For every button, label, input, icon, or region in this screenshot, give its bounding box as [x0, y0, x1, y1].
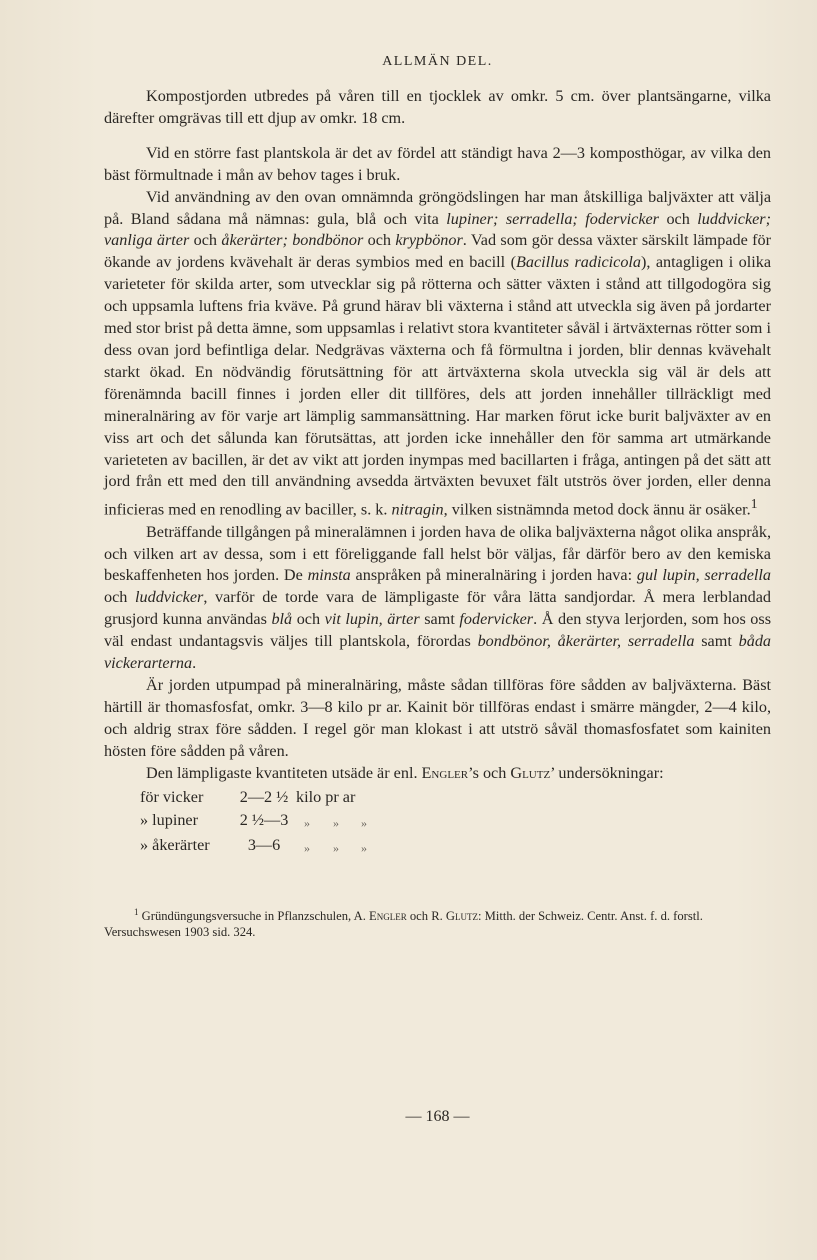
- running-head: ALLMÄN DEL.: [382, 54, 493, 69]
- text-run: samt: [694, 632, 739, 651]
- text-run: och: [658, 209, 698, 228]
- text-run: Är jorden utpumpad på mineralnäring, måste sådan tillföras före sådden av baljväxterna. Bäst härtill är thomasfosfat, omkr. 3—8 kilo pr ar. Kainit bör tillföras endast i smärre mängder, 2—4 kilo, och aldrig strax före sådden. I regel gör man klokast i att utströ såväl thomasfosfatet som kainiten hösten före sådden på våren.: [104, 675, 771, 760]
- ditto-mark: »: [304, 841, 310, 856]
- text-run: anspråken på mineralnäring i jorden hava:: [350, 566, 637, 585]
- italic-term: bondbönor, åkerärter, serradella: [477, 632, 695, 651]
- text-run: ), antagligen i olika varieteter för skilda arter, som utvecklar sig på rötterna och sätter växten i stånd att tillgodogöra sig och uppsamla luftens fria kväve. På grund härav bli växterna i stånd att utveckla sig även på jordarter med stor brist på detta ämne, som uppsamlas i relativt stora kvantiteter såväl i ärtväxternas rötter som i dess ovan jord befintliga delar. Nedgrävas växterna och få förmultna i jorden, blir dennas kvävehalt starkt ökad. En nödvändig förutsättning för att ärtväxterna skola utveckla sig väl är dels att förenämnda bacill finnes i jorden eller dit tillföres, dels att jorden innehåller tillräckligt med mineralnäring av för varje art lämplig sammansättning. Har marken förut icke burit baljväxter av en viss art och det sålunda kan förutsättas, att jorden icke innehåller den för samma art utmärkande varieteten av bacillen, är det av vikt att jorden inympas med bacillarten i fråga, antingen på det sätt att jord från ett med den till användning avsedda ärtväxten bevuxet fält utströs över jorden, eller denna inficieras med en renodling av baciller, s. k.: [104, 253, 771, 519]
- text-run: samt: [419, 610, 460, 629]
- text-run: Den lämpligaste kvantiteten utsäde är enl.: [146, 763, 422, 782]
- seed-rate-row: [140, 834, 771, 860]
- text-run: och R.: [406, 909, 446, 924]
- ditto-mark: »: [333, 815, 339, 830]
- seed-rate-amount: 3—6: [247, 836, 281, 855]
- ditto-prefix: »: [140, 810, 153, 829]
- crop-name: för vicker: [140, 788, 204, 807]
- ditto-mark: »: [361, 841, 367, 856]
- author-name: Glutz: [445, 909, 478, 924]
- author-name: Engler: [421, 763, 469, 782]
- author-name: Glutz: [510, 763, 551, 782]
- text-run: ’ undersökningar:: [550, 763, 664, 782]
- crop-name: åkerärter: [152, 836, 210, 855]
- text-run: , vilken sistnämnda metod dock ännu är osäker.: [443, 500, 751, 519]
- text-run: , varför de torde vara de lämpligaste för våra lätta sandjordar. Å mera lerblandad grusjord kunna användas: [104, 588, 771, 629]
- paragraph-compost-heaps: [104, 143, 771, 187]
- seed-rate-crop: [140, 786, 236, 809]
- text-run: och: [189, 231, 222, 250]
- footnote-marker: 1: [750, 496, 758, 512]
- crop-name: lupiner: [152, 810, 198, 829]
- ditto-mark: »: [361, 815, 367, 830]
- footnote-marker: 1: [134, 906, 139, 917]
- text-run: ’s och: [468, 763, 511, 782]
- seed-rate-unit: kilo pr ar: [296, 788, 356, 807]
- italic-term: gul lupin, serradella: [636, 566, 771, 585]
- paragraph-seed-quantity: [104, 763, 771, 785]
- text-run: och: [104, 588, 136, 607]
- text-run: och: [363, 231, 396, 250]
- seed-rate-crop: [140, 809, 236, 835]
- italic-term: vit lupin, ärter: [324, 610, 420, 629]
- italic-term: lupiner; serradella; fodervicker: [446, 209, 659, 228]
- text-run: Kompostjorden utbredes på våren till en tjocklek av omkr. 5 cm. över plantsängarne, vilka därefter omgrävas till ett djup av omkr. 18 cm.: [104, 87, 771, 127]
- ditto-mark: »: [333, 841, 339, 856]
- seed-rate-amount: 2 ½—3: [239, 810, 289, 829]
- text-run: och: [292, 610, 325, 629]
- italic-term: luddvicker; vanliga ärter: [104, 209, 772, 250]
- text-run: . Vad som gör dessa växter särskilt lämpade för ökande av jordens kvävehalt är deras symbios med en bacill (: [104, 231, 772, 272]
- footnote-text: [104, 904, 771, 940]
- paragraph-green-manure: [104, 187, 771, 522]
- text-run: Gründüngungsversuche in Pflanzschulen, A.: [141, 909, 370, 924]
- italic-term: åkerärter; bondbönor: [221, 231, 364, 250]
- text-run: .: [192, 654, 197, 673]
- ditto-mark: »: [304, 815, 310, 830]
- page-number: — 168 —: [405, 1108, 470, 1125]
- italic-term: fodervicker: [459, 610, 534, 629]
- seed-rate-crop: [140, 834, 236, 860]
- text-run: : Mitth. der Schweiz. Centr. Anst. f. d. forstl. Versuchswesen 1903 sid. 324.: [104, 909, 703, 940]
- seed-rate-amount: 2—2 ½: [239, 788, 289, 807]
- author-name: Engler: [369, 909, 407, 924]
- italic-term: båda vickerarterna: [104, 632, 771, 673]
- italic-term: minsta: [307, 566, 351, 585]
- ditto-prefix: »: [140, 836, 153, 855]
- italic-term: krypbönor: [395, 231, 463, 250]
- text-run: Vid en större fast plantskola är det av fördel att ständigt hava 2—3 komposthögar, av vilka den bäst förmultnade i mån av behov tages i bruk.: [104, 143, 771, 184]
- body-text: [104, 86, 771, 784]
- text-run: Beträffande tillgången på mineralämnen i jorden hava de olika baljväxterna något olika anspråk, och vilken art av dessa, som i ett föreliggande fall helst bör väljas, får därför bero av den kemiska beskaffenheten hos jorden. De: [104, 522, 771, 585]
- paragraph-mineral-demands: [104, 522, 771, 675]
- seed-rate-table: [140, 786, 771, 860]
- text-run: Vid användning av den ovan omnämnda gröngödslingen har man åtskilliga baljväxter att välja på. Bland sådana må nämnas: gula, blå och vita: [104, 187, 771, 228]
- seed-rate-row: [140, 809, 771, 835]
- italic-term: nitragin: [391, 500, 444, 519]
- italic-term: blå: [271, 610, 293, 629]
- italic-term: luddvicker: [135, 588, 204, 607]
- italic-term: Bacillus radicicola: [516, 253, 642, 272]
- paragraph-compost: [104, 86, 771, 130]
- text-run: . Å den styva lerjorden, som hos oss väl endast undantagsvis väljes till plantskola, förordas: [104, 610, 771, 651]
- paragraph-fertilizer: [104, 675, 771, 763]
- seed-rate-row: [140, 786, 771, 809]
- footnote: [104, 904, 771, 940]
